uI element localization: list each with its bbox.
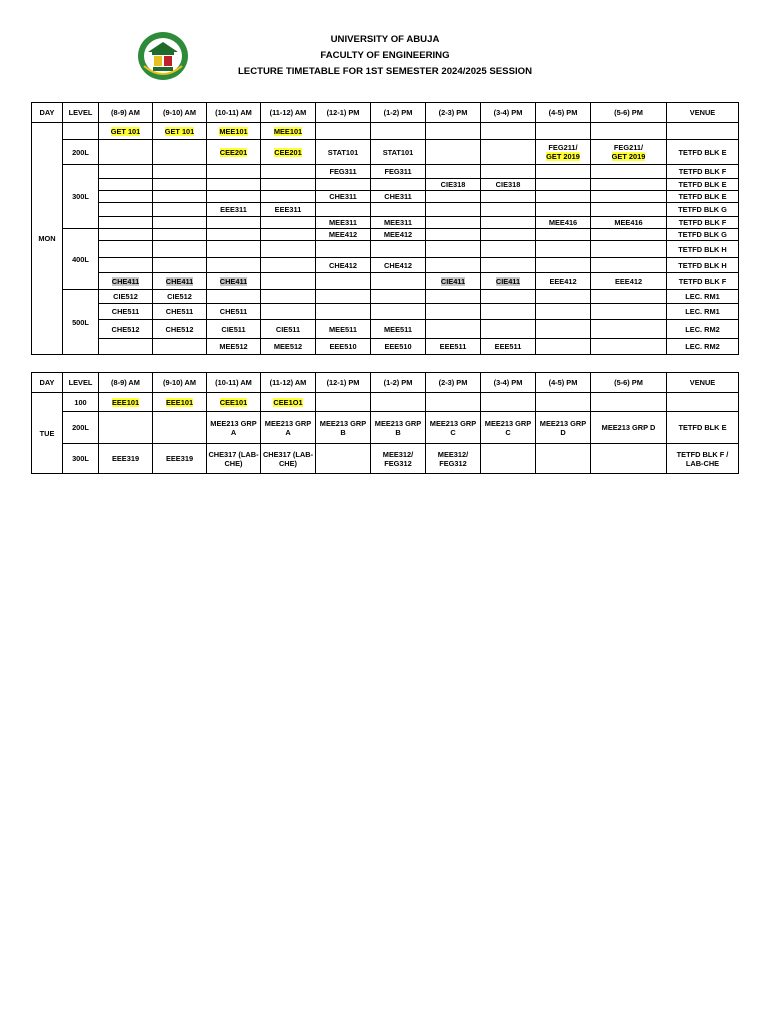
- venue-cell: TETFD BLK H: [667, 241, 739, 258]
- slot-cell: MEE412: [371, 229, 426, 241]
- table-row: [32, 241, 739, 258]
- slot-cell: [316, 203, 371, 217]
- slot-cell: [153, 412, 207, 444]
- slot-cell: [481, 444, 536, 474]
- slot-cell: CHE511: [207, 304, 261, 320]
- header-level: LEVEL: [63, 373, 99, 393]
- venue-cell: TETFD BLK F: [667, 273, 739, 290]
- slot-cell: CIE318: [426, 179, 481, 191]
- slot-cell: [261, 140, 316, 165]
- slot-cell: [591, 241, 667, 258]
- slot-cell: [261, 229, 316, 241]
- level-cell: [63, 123, 99, 140]
- slot-cell: [481, 241, 536, 258]
- slot-cell: [207, 273, 261, 290]
- slot-cell: [153, 217, 207, 229]
- slot-cell: [481, 123, 536, 140]
- slot-cell: [481, 217, 536, 229]
- course-code-highlight: CEE201: [274, 147, 302, 157]
- slot-cell: [481, 203, 536, 217]
- slot-cell: MEE213 GRP B: [316, 412, 371, 444]
- slot-cell: EEE510: [316, 339, 371, 355]
- header-venue: VENUE: [667, 373, 739, 393]
- slot-cell: [426, 304, 481, 320]
- level-cell: 300L: [63, 444, 99, 474]
- table-row: [32, 191, 739, 203]
- slot-cell: [536, 290, 591, 304]
- slot-cell: CHE412: [316, 258, 371, 273]
- slot-cell: [153, 241, 207, 258]
- slot-cell: [99, 229, 153, 241]
- venue-cell: TETFD BLK E: [667, 140, 739, 165]
- slot-cell: [153, 165, 207, 179]
- slot-cell: [536, 123, 591, 140]
- slot-cell: [426, 273, 481, 290]
- slot-cell: [99, 273, 153, 290]
- slot-cell: [481, 320, 536, 339]
- slot-cell: [153, 191, 207, 203]
- slot-cell: [261, 241, 316, 258]
- slot-cell: [261, 290, 316, 304]
- slot-cell: [316, 290, 371, 304]
- slot-cell: [99, 339, 153, 355]
- header-day: DAY: [32, 103, 63, 123]
- header-level: LEVEL: [63, 103, 99, 123]
- slot-cell: [153, 273, 207, 290]
- slot-cell: [99, 393, 153, 412]
- venue-cell: [667, 393, 739, 412]
- slot-cell: EEE510: [371, 339, 426, 355]
- slot-cell: [371, 273, 426, 290]
- header-row: [32, 103, 739, 123]
- slot-cell: [371, 203, 426, 217]
- header-day: DAY: [32, 373, 63, 393]
- slot-cell: [536, 165, 591, 179]
- heading-university: UNIVERSITY OF ABUJA: [330, 34, 440, 45]
- slot-cell: [261, 165, 316, 179]
- course-code: FEG211/: [613, 143, 644, 152]
- slot-cell: [591, 191, 667, 203]
- slot-cell: [316, 444, 371, 474]
- venue-cell: LEC. RM1: [667, 304, 739, 320]
- slot-cell: [99, 241, 153, 258]
- header-time-slot: (8-9) AM: [99, 103, 153, 123]
- slot-cell: CIE512: [99, 290, 153, 304]
- slot-cell: [371, 304, 426, 320]
- venue-cell: [667, 123, 739, 140]
- level-cell: 500L: [63, 290, 99, 355]
- slot-cell: [153, 123, 207, 140]
- slot-cell: CHE511: [99, 304, 153, 320]
- slot-cell: [99, 203, 153, 217]
- header-time-slot: (4-5) PM: [536, 373, 591, 393]
- table-row: [32, 217, 739, 229]
- slot-cell: [536, 191, 591, 203]
- header-time-slot: (9-10) AM: [153, 103, 207, 123]
- slot-cell: [591, 165, 667, 179]
- slot-cell: MEE312/ FEG312: [426, 444, 481, 474]
- slot-cell: [261, 191, 316, 203]
- slot-cell: CHE311: [316, 191, 371, 203]
- slot-cell: FEG311: [371, 165, 426, 179]
- slot-cell: [481, 140, 536, 165]
- slot-cell: [591, 393, 667, 412]
- slot-cell: [481, 258, 536, 273]
- slot-cell: [261, 179, 316, 191]
- slot-cell: CHE512: [153, 320, 207, 339]
- level-cell: 400L: [63, 229, 99, 290]
- slot-cell: CHE512: [99, 320, 153, 339]
- table-row: [32, 273, 739, 290]
- slot-cell: [207, 290, 261, 304]
- course-code-grey: CIE411: [495, 276, 521, 286]
- slot-cell: [426, 241, 481, 258]
- table-row: [32, 339, 739, 355]
- header-time-slot: (10-11) AM: [207, 103, 261, 123]
- header-time-slot: (4-5) PM: [536, 103, 591, 123]
- slot-cell: [207, 179, 261, 191]
- slot-cell: [591, 304, 667, 320]
- slot-cell: [316, 304, 371, 320]
- slot-cell: [591, 258, 667, 273]
- slot-cell: MEE213 GRP C: [426, 412, 481, 444]
- day-cell: MON: [32, 123, 63, 355]
- slot-cell: [591, 203, 667, 217]
- slot-cell: [536, 140, 591, 165]
- slot-cell: [153, 258, 207, 273]
- slot-cell: [371, 179, 426, 191]
- slot-cell: [591, 229, 667, 241]
- slot-cell: MEE512: [207, 339, 261, 355]
- header-time-slot: (12-1) PM: [316, 373, 371, 393]
- slot-cell: EEE311: [261, 203, 316, 217]
- venue-cell: TETFD BLK H: [667, 258, 739, 273]
- header-time-slot: (9-10) AM: [153, 373, 207, 393]
- slot-cell: [99, 123, 153, 140]
- slot-cell: [591, 179, 667, 191]
- header-row: [32, 373, 739, 393]
- course-code-highlight: CEE1O1: [273, 397, 303, 407]
- course-code-highlight: EEE101: [165, 397, 194, 407]
- slot-cell: [207, 123, 261, 140]
- table-row: [32, 444, 739, 474]
- venue-cell: TETFD BLK F: [667, 165, 739, 179]
- slot-cell: [316, 179, 371, 191]
- slot-cell: [207, 258, 261, 273]
- slot-cell: [99, 165, 153, 179]
- slot-cell: [207, 217, 261, 229]
- slot-cell: [207, 165, 261, 179]
- slot-cell: [591, 140, 667, 165]
- slot-cell: [153, 203, 207, 217]
- level-cell: 300L: [63, 165, 99, 229]
- slot-cell: [426, 191, 481, 203]
- slot-cell: FEG311: [316, 165, 371, 179]
- slot-cell: [536, 258, 591, 273]
- course-code-highlight: GET 2019: [611, 152, 646, 161]
- slot-cell: MEE213 GRP C: [481, 412, 536, 444]
- slot-cell: CIE511: [261, 320, 316, 339]
- table-row: [32, 258, 739, 273]
- slot-cell: [536, 444, 591, 474]
- slot-cell: [371, 393, 426, 412]
- slot-cell: [481, 273, 536, 290]
- slot-cell: CHE412: [371, 258, 426, 273]
- slot-cell: [426, 290, 481, 304]
- slot-cell: [316, 273, 371, 290]
- slot-cell: MEE213 GRP B: [371, 412, 426, 444]
- venue-cell: TETFD BLK F / LAB-CHE: [667, 444, 739, 474]
- header-time-slot: (12-1) PM: [316, 103, 371, 123]
- slot-cell: [99, 179, 153, 191]
- table-row: [32, 165, 739, 179]
- slot-cell: [591, 444, 667, 474]
- slot-cell: MEE213 GRP A: [207, 412, 261, 444]
- slot-cell: [591, 290, 667, 304]
- course-code-highlight: MEE101: [219, 126, 248, 136]
- slot-cell: CHE311: [371, 191, 426, 203]
- slot-cell: EEE311: [207, 203, 261, 217]
- table-row: [32, 412, 739, 444]
- slot-cell: [261, 258, 316, 273]
- slot-cell: [99, 140, 153, 165]
- slot-cell: [426, 320, 481, 339]
- header-time-slot: (5-6) PM: [591, 103, 667, 123]
- header-time-slot: (3-4) PM: [481, 103, 536, 123]
- slot-cell: EEE319: [99, 444, 153, 474]
- slot-cell: [153, 229, 207, 241]
- course-code-highlight: EEE101: [111, 397, 140, 407]
- course-code: FEG211/: [548, 143, 578, 152]
- slot-cell: [536, 203, 591, 217]
- table-row: [32, 290, 739, 304]
- slot-cell: [481, 393, 536, 412]
- slot-cell: [207, 393, 261, 412]
- heading-faculty: FACULTY OF ENGINEERING: [320, 50, 450, 61]
- header-time-slot: (11-12) AM: [261, 103, 316, 123]
- mon-block: [31, 102, 738, 355]
- header-venue: VENUE: [667, 103, 739, 123]
- slot-cell: [261, 273, 316, 290]
- slot-cell: [316, 393, 371, 412]
- slot-cell: [153, 140, 207, 165]
- slot-cell: EEE412: [591, 273, 667, 290]
- slot-cell: [481, 165, 536, 179]
- slot-cell: CIE512: [153, 290, 207, 304]
- slot-cell: [481, 290, 536, 304]
- slot-cell: [481, 304, 536, 320]
- course-code-highlight: CEE201: [219, 147, 248, 157]
- slot-cell: [261, 123, 316, 140]
- table-row: [32, 229, 739, 241]
- slot-cell: MEE416: [591, 217, 667, 229]
- slot-cell: [481, 229, 536, 241]
- header-time-slot: (2-3) PM: [426, 103, 481, 123]
- venue-cell: TETFD BLK E: [667, 412, 739, 444]
- table-row: [32, 123, 739, 140]
- table-row: [32, 393, 739, 412]
- header-time-slot: (2-3) PM: [426, 373, 481, 393]
- venue-cell: TETFD BLK G: [667, 203, 739, 217]
- level-cell: 200L: [63, 412, 99, 444]
- venue-cell: LEC. RM2: [667, 339, 739, 355]
- venue-cell: LEC. RM1: [667, 290, 739, 304]
- table-row: [32, 179, 739, 191]
- slot-cell: [153, 179, 207, 191]
- slot-cell: CIE318: [481, 179, 536, 191]
- slot-cell: [536, 320, 591, 339]
- slot-cell: [536, 241, 591, 258]
- slot-cell: [426, 229, 481, 241]
- slot-cell: [481, 191, 536, 203]
- document-heading: [190, 32, 580, 80]
- header-time-slot: (3-4) PM: [481, 373, 536, 393]
- venue-cell: LEC. RM2: [667, 320, 739, 339]
- slot-cell: MEE412: [316, 229, 371, 241]
- table-row: [32, 320, 739, 339]
- slot-cell: [261, 304, 316, 320]
- slot-cell: [426, 203, 481, 217]
- slot-cell: [99, 191, 153, 203]
- header-time-slot: (11-12) AM: [261, 373, 316, 393]
- course-code-grey: CHE411: [111, 276, 140, 286]
- slot-cell: STAT101: [316, 140, 371, 165]
- header-time-slot: (5-6) PM: [591, 373, 667, 393]
- slot-cell: EEE511: [426, 339, 481, 355]
- table-row: [32, 203, 739, 217]
- slot-cell: EEE511: [481, 339, 536, 355]
- day-cell: TUE: [32, 393, 63, 474]
- tue-block: [31, 372, 738, 474]
- slot-cell: MEE512: [261, 339, 316, 355]
- tue-timetable: [31, 372, 739, 474]
- slot-cell: MEE213 GRP D: [591, 412, 667, 444]
- slot-cell: EEE412: [536, 273, 591, 290]
- slot-cell: [207, 140, 261, 165]
- venue-cell: TETFD BLK G: [667, 229, 739, 241]
- header-time-slot: (1-2) PM: [371, 373, 426, 393]
- slot-cell: [591, 320, 667, 339]
- course-code-highlight: GET 101: [110, 126, 141, 136]
- header-time-slot: (10-11) AM: [207, 373, 261, 393]
- slot-cell: [371, 123, 426, 140]
- slot-cell: STAT101: [371, 140, 426, 165]
- slot-cell: MEE213 GRP A: [261, 412, 316, 444]
- slot-cell: [153, 393, 207, 412]
- slot-cell: [426, 393, 481, 412]
- slot-cell: [426, 165, 481, 179]
- level-cell: 200L: [63, 140, 99, 165]
- course-code-grey: CHE411: [165, 276, 194, 286]
- slot-cell: MEE416: [536, 217, 591, 229]
- slot-cell: [536, 393, 591, 412]
- course-code-grey: CHE411: [219, 276, 248, 286]
- slot-cell: MEE311: [371, 217, 426, 229]
- slot-cell: [591, 123, 667, 140]
- course-code-highlight: GET 2019: [546, 152, 580, 161]
- slot-cell: [426, 258, 481, 273]
- slot-cell: [371, 241, 426, 258]
- slot-cell: MEE213 GRP D: [536, 412, 591, 444]
- venue-cell: TETFD BLK E: [667, 191, 739, 203]
- slot-cell: CHE317 (LAB-CHE): [207, 444, 261, 474]
- slot-cell: MEE511: [316, 320, 371, 339]
- course-code-highlight: GET 101: [164, 126, 195, 136]
- table-row: [32, 140, 739, 165]
- slot-cell: [426, 123, 481, 140]
- slot-cell: [426, 217, 481, 229]
- course-code-highlight: CEE101: [219, 397, 248, 407]
- slot-cell: [261, 393, 316, 412]
- slot-cell: [207, 229, 261, 241]
- slot-cell: [536, 339, 591, 355]
- course-code-grey: CIE411: [440, 276, 466, 286]
- table-row: [32, 304, 739, 320]
- header-time-slot: (8-9) AM: [99, 373, 153, 393]
- course-code-highlight: MEE101: [273, 126, 303, 136]
- slot-cell: [591, 339, 667, 355]
- slot-cell: [536, 179, 591, 191]
- slot-cell: MEE511: [371, 320, 426, 339]
- heading-title: LECTURE TIMETABLE FOR 1ST SEMESTER 2024/2025 SESSION: [237, 66, 533, 77]
- slot-cell: [99, 217, 153, 229]
- slot-cell: MEE311: [316, 217, 371, 229]
- slot-cell: CHE511: [153, 304, 207, 320]
- slot-cell: CHE317 (LAB-CHE): [261, 444, 316, 474]
- slot-cell: EEE319: [153, 444, 207, 474]
- slot-cell: CIE511: [207, 320, 261, 339]
- slot-cell: [316, 123, 371, 140]
- level-cell: 100: [63, 393, 99, 412]
- header-time-slot: (1-2) PM: [371, 103, 426, 123]
- slot-cell: [316, 241, 371, 258]
- slot-cell: [207, 191, 261, 203]
- slot-cell: MEE312/ FEG312: [371, 444, 426, 474]
- mon-timetable: [31, 102, 739, 355]
- slot-cell: [153, 339, 207, 355]
- slot-cell: [426, 140, 481, 165]
- slot-cell: [536, 229, 591, 241]
- slot-cell: [536, 304, 591, 320]
- university-crest-icon: [136, 30, 190, 82]
- slot-cell: [99, 258, 153, 273]
- venue-cell: TETFD BLK E: [667, 179, 739, 191]
- slot-cell: [261, 217, 316, 229]
- slot-cell: [207, 241, 261, 258]
- slot-cell: [371, 290, 426, 304]
- venue-cell: TETFD BLK F: [667, 217, 739, 229]
- slot-cell: [99, 412, 153, 444]
